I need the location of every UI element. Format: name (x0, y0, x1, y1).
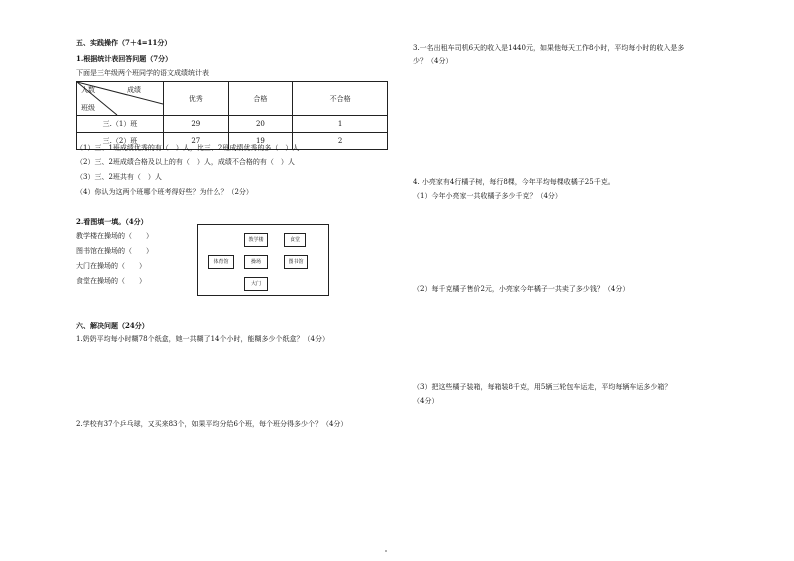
map-library: 图书馆 (284, 255, 308, 269)
q1-item-3: （3）三、2班共有（ ）人 (76, 173, 162, 181)
q1-item-4: （4）你认为这两个班哪个班考得好些？为什么？（2分） (76, 188, 253, 196)
q1-title: 1.根据统计表回答问题（7分） (76, 54, 173, 63)
table-cell: 27 (164, 133, 229, 150)
q1-item-1: （1）三、1班成绩优秀的有（ ）人，比三、2班成绩优秀的多（ ）人 (76, 144, 300, 152)
section5-title: 五、实践操作（7＋4=11分） (76, 38, 172, 47)
section6-title: 六、解决问题（24分） (76, 321, 149, 330)
map-gate: 大门 (244, 277, 268, 291)
table-cell: 1 (293, 116, 388, 133)
map-teaching-building: 教学楼 (244, 233, 268, 247)
table-corner-cell (77, 82, 164, 116)
campus-map (197, 224, 329, 296)
corner-bottom-label: 班级 (81, 104, 95, 112)
page-mark (385, 550, 387, 552)
table-cell: 19 (228, 133, 293, 150)
question-3-line2: 少？（4分） (413, 57, 453, 65)
table-cell: 20 (228, 116, 293, 133)
corner-top-label: 成绩 (127, 86, 141, 94)
q1-item-2: （2）三、2班成绩合格及以上的有（ ）人，成绩不合格的有（ ）人 (76, 158, 295, 166)
map-canteen: 食堂 (284, 233, 306, 247)
question-4-part3-line1: （3）把这些橘子装箱，每箱装8千克，用5辆三轮包车运走，平均每辆车运多少箱？ (413, 383, 672, 391)
q2-item-4: 食堂在操场的（ ） (76, 277, 146, 285)
question-4-part3-line2: （4分） (413, 397, 439, 405)
s6-question-1: 1.奶奶平均每小时糊78个纸盒，她一共糊了14个小时，能糊多少个纸盒？（4分） (76, 335, 329, 343)
question-4-title: 4. 小亮家有4行橘子树，每行8棵，今年平均每棵收橘子25千克。 (413, 178, 615, 186)
q2-item-3: 大门在操场的（ ） (76, 262, 146, 270)
q2-title: 2.看图填一填。（4分） (76, 217, 148, 226)
column-header: 不合格 (293, 82, 388, 116)
corner-mid-label: 人数 (81, 86, 95, 94)
column-header: 优秀 (164, 82, 229, 116)
table-caption: 下面是三年级两个班同学的语文成绩统计表 (76, 69, 209, 77)
q2-item-2: 图书馆在操场的（ ） (76, 247, 153, 255)
score-table (76, 81, 388, 150)
question-4-part2: （2）每千克橘子售价2元，小亮家今年橘子一共卖了多少钱？（4分） (413, 285, 630, 293)
table-cell: 2 (293, 133, 388, 150)
map-gym: 体育馆 (208, 255, 234, 269)
question-3-line1: 3.一名出租车司机6天的收入是1440元，如果他每天工作8小时，平均每小时的收入是多 (413, 44, 685, 52)
table-cell: 29 (164, 116, 229, 133)
row-label: 三.（2）班 (77, 133, 164, 150)
column-header: 合格 (228, 82, 293, 116)
row-label: 三.（1）班 (77, 116, 164, 133)
q2-item-1: 教学楼在操场的（ ） (76, 232, 153, 240)
question-4-part1: （1）今年小亮家一共收橘子多少千克？（4分） (413, 192, 562, 200)
s6-question-2: 2.学校有37个乒乓球，又买来83个，如果平均分给6个班，每个班分得多少个？（4分） (76, 420, 348, 428)
table-row (77, 116, 388, 133)
map-playground: 操场 (244, 255, 268, 269)
